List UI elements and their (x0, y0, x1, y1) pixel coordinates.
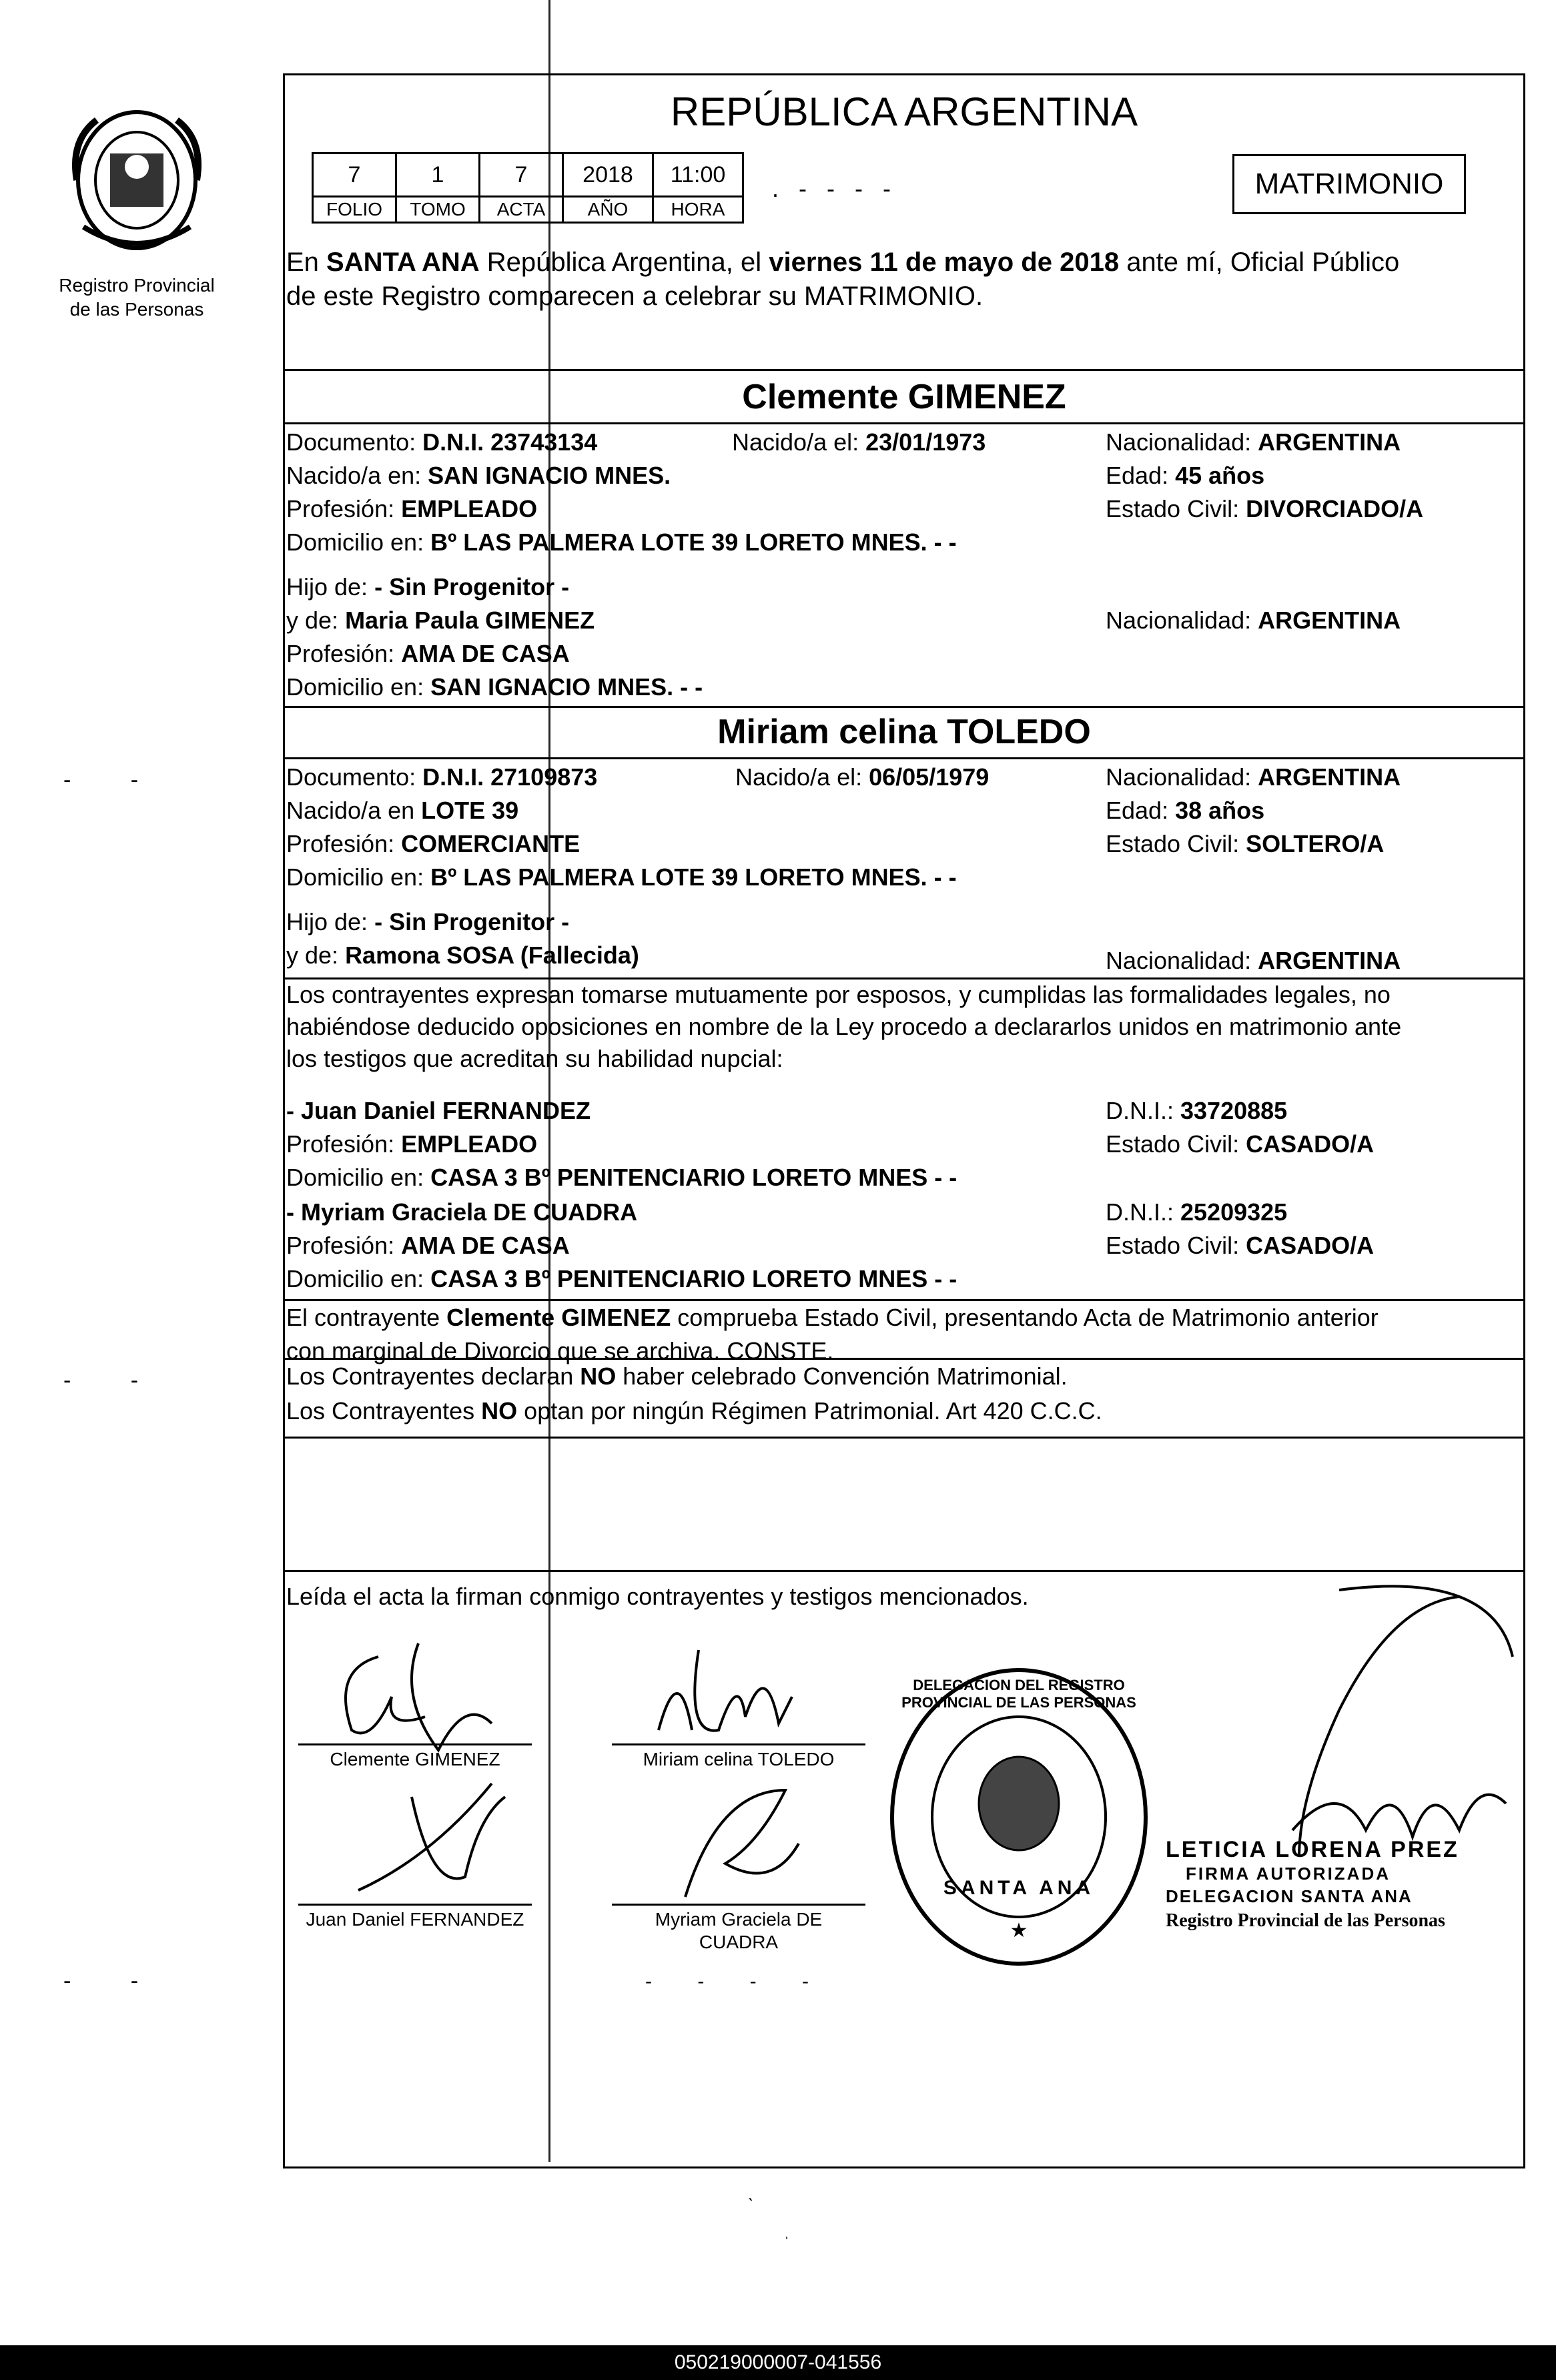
bride-signature-label: Miriam celina TOLEDO (643, 1749, 835, 1769)
scan-dot: ˋ (747, 2195, 754, 2217)
official-office: DELEGACION SANTA ANA (1166, 1886, 1413, 1906)
delegation-seal (885, 1663, 1152, 1970)
groom-signature-label: Clemente GIMENEZ (330, 1749, 500, 1769)
registry-logo (63, 100, 210, 260)
logo-caption-2: de las Personas (69, 299, 204, 320)
intro-date: viernes 11 de mayo de 2018 (769, 248, 1120, 277)
marriage-certificate-form (283, 73, 1525, 2168)
groom-signature (325, 1617, 538, 1763)
convention-line-2: Los Contrayentes NO optan por ningún Régimen Patrimonial. Art 420 C.C.C. (286, 1397, 1102, 1425)
acta-label: ACTA (480, 197, 563, 223)
groom-parent-nationality: Nacionalidad: ARGENTINA (1106, 607, 1401, 634)
declaration-line-2: habiéndose deducido oposiciones en nombre de la Ley procedo a declararlos unidos en matrimonio ante (286, 1013, 1402, 1040)
country-title: REPÚBLICA ARGENTINA (670, 89, 1138, 134)
bride-child-of: Hijo de: - Sin Progenitor - (286, 908, 570, 935)
intro-text: República Argentina, el (479, 248, 769, 277)
bride-civil-status: Estado Civil: SOLTERO/A (1106, 830, 1385, 857)
witness-1-profession: Profesión: EMPLEADO (286, 1130, 538, 1158)
intro-line-2: de este Registro comparecen a celebrar su MATRIMONIO. (286, 282, 984, 311)
groom-doc: Documento: D.N.I. 23743134 (286, 428, 598, 456)
header-dashes: . - - - - (772, 175, 897, 202)
groom-civil-status: Estado Civil: DIVORCIADO/A (1106, 495, 1424, 522)
intro-place: SANTA ANA (326, 248, 480, 277)
closing-statement: Leída el acta la firman conmigo contrayentes y testigos mencionados. (286, 1583, 1029, 1610)
witness-2-signature-label-1: Myriam Graciela DE (655, 1909, 823, 1930)
witness-2-signature (645, 1763, 832, 1910)
record-grid (312, 152, 744, 224)
groom-born-in: Nacido/a en: SAN IGNACIO MNES. (286, 462, 671, 489)
bride-address: Domicilio en: Bº LAS PALMERA LOTE 39 LORETO MNES. - - (286, 863, 957, 891)
bride-age: Edad: 38 años (1106, 797, 1265, 824)
official-role: FIRMA AUTORIZADA (1186, 1864, 1391, 1884)
groom-and-of: y de: Maria Paula GIMENEZ (286, 607, 595, 634)
witness-2-dni: D.N.I.: 25209325 (1106, 1198, 1288, 1226)
official-registry: Registro Provincial de las Personas (1166, 1910, 1445, 1931)
groom-child-of: Hijo de: - Sin Progenitor - (286, 573, 570, 601)
stray-marks: - - - - (645, 1970, 829, 1992)
anio-label: AÑO (563, 197, 653, 223)
witness-1-dni: D.N.I.: 33720885 (1106, 1097, 1288, 1124)
intro-line-1 (286, 246, 1399, 279)
groom-parent-address: Domicilio en: SAN IGNACIO MNES. - - (286, 673, 703, 701)
act-type-box (1232, 154, 1466, 214)
groom-nationality: Nacionalidad: ARGENTINA (1106, 428, 1401, 456)
bride-profession: Profesión: COMERCIANTE (286, 830, 580, 857)
fold-mark: - - (63, 767, 165, 793)
declaration-line-3: los testigos que acreditan su habilidad nupcial: (286, 1045, 783, 1072)
logo-caption-1: Registro Provincial (59, 275, 215, 296)
intro-text: ante mí, Oficial Público (1119, 248, 1400, 277)
bride-parent-nationality: Nacionalidad: ARGENTINA (1106, 947, 1401, 974)
anio-value: 2018 (563, 153, 653, 197)
bride-name: Miriam celina TOLEDO (717, 713, 1091, 751)
declaration-line-1: Los contrayentes expresan tomarse mutuamente por esposos, y cumplidas las formalidades legales, no (286, 981, 1391, 1008)
footer-strip (0, 2345, 1556, 2380)
folio-label: FOLIO (313, 197, 396, 223)
witness-1-civil-status: Estado Civil: CASADO/A (1106, 1130, 1375, 1158)
intro-text: En (286, 248, 327, 277)
witness-1-signature (332, 1757, 532, 1910)
acta-value: 7 (480, 153, 563, 197)
fold-mark: - - (63, 1368, 165, 1393)
note-line-1: El contrayente Clemente GIMENEZ comprueba Estado Civil, presentando Acta de Matrimonio anterior (286, 1304, 1379, 1331)
groom-age: Edad: 45 años (1106, 462, 1265, 489)
witness-2-signature-label-2: CUADRA (699, 1932, 779, 1952)
witness-1-address: Domicilio en: CASA 3 Bº PENITENCIARIO LORETO MNES - - (286, 1164, 957, 1191)
bride-signature (639, 1630, 839, 1750)
bride-and-of: y de: Ramona SOSA (Fallecida) (286, 941, 639, 969)
folio-value: 7 (313, 153, 396, 197)
fold-mark: - - (63, 1968, 165, 1994)
note-line-2: con marginal de Divorcio que se archiva. CONSTE. (286, 1337, 834, 1364)
tomo-value: 1 (396, 153, 480, 197)
witness-2-profession: Profesión: AMA DE CASA (286, 1232, 570, 1259)
witness-1-name: - Juan Daniel FERNANDEZ (286, 1097, 591, 1124)
witness-2-address: Domicilio en: CASA 3 Bº PENITENCIARIO LORETO MNES - - (286, 1265, 957, 1292)
bride-doc: Documento: D.N.I. 27109873 (286, 763, 598, 791)
hora-value: 11:00 (653, 153, 743, 197)
official-name: LETICIA LORENA PREZ (1166, 1837, 1459, 1862)
bride-born-on: Nacido/a el: 06/05/1979 (735, 763, 990, 791)
tomo-label: TOMO (396, 197, 480, 223)
convention-line-1: Los Contrayentes declaran NO haber celebrado Convención Matrimonial. (286, 1362, 1068, 1390)
witness-2-civil-status: Estado Civil: CASADO/A (1106, 1232, 1375, 1259)
witness-2-name: - Myriam Graciela DE CUADRA (286, 1198, 638, 1226)
document-id: 050219000007-041556 (674, 2351, 882, 2373)
bride-nationality: Nacionalidad: ARGENTINA (1106, 763, 1401, 791)
svg-text:★: ★ (1010, 1920, 1028, 1942)
groom-address: Domicilio en: Bº LAS PALMERA LOTE 39 LORETO MNES. - - (286, 528, 957, 556)
groom-parent-profession: Profesión: AMA DE CASA (286, 640, 570, 667)
seal-center-text: SANTA ANA (943, 1877, 1095, 1899)
groom-born-on: Nacido/a el: 23/01/1973 (732, 428, 986, 456)
bride-born-in: Nacido/a en LOTE 39 (286, 797, 519, 824)
groom-profession: Profesión: EMPLEADO (286, 495, 538, 522)
act-type: MATRIMONIO (1254, 167, 1444, 200)
witness-1-signature-label: Juan Daniel FERNANDEZ (306, 1909, 524, 1930)
groom-name: Clemente GIMENEZ (742, 378, 1066, 416)
seal-ring-text: DELEGACION DEL REGISTRO PROVINCIAL DE LAS PERSONAS (901, 1677, 1136, 1711)
hora-label: HORA (653, 197, 743, 223)
scan-dot: ˌ (784, 2222, 789, 2240)
